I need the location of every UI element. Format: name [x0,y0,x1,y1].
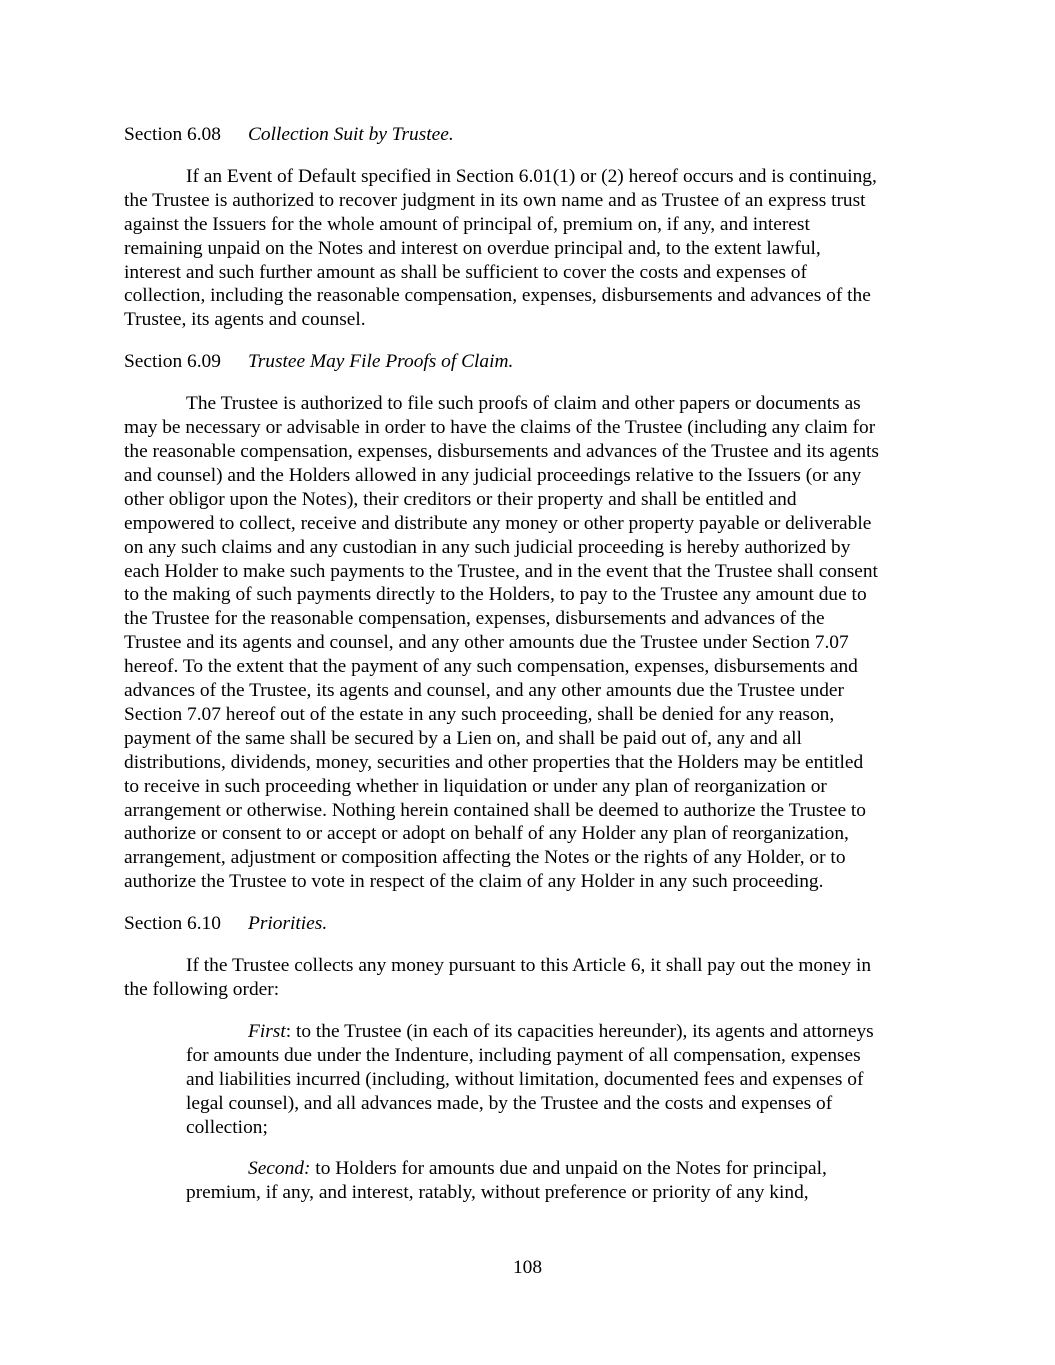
text-line [186,1020,934,1044]
text-line: If an Event of Default specified in Section 6.01(1) or (2) hereof occurs and is continuing, [186,165,877,187]
section-title: Collection Suit by Trustee. [248,124,454,145]
text-line: and counsel) and the Holders allowed in any judicial proceedings relative to the Issuers (or any [124,464,862,486]
text-line: hereof. To the extent that the payment of any such compensation, expenses, disbursements and [124,656,858,678]
section-title: Trustee May File Proofs of Claim. [248,351,514,373]
section-body [124,954,934,1002]
text-line: payment of the same shall be secured by a Lien on, and shall be paid out of, any and all [124,727,802,749]
priority-lead: Second: [248,1158,311,1180]
text-line: for amounts due under the Indenture, including payment of all compensation, expenses [186,1044,861,1066]
priority-item-first [186,1020,934,1140]
section-number: Section 6.09 [124,351,221,373]
text-line: legal counsel), and all advances made, by the Trustee and the costs and expenses of [186,1092,833,1114]
text-line: Trustee, its agents and counsel. [124,309,366,331]
text-line: advances of the Trustee, its agents and counsel, and any other amounts due the Trustee under [124,680,844,702]
text-line: interest and such further amount as shall be sufficient to cover the costs and expenses of [124,261,807,283]
section-number: Section 6.10 [124,913,221,935]
text-line: authorize or consent to or accept or adopt on behalf of any Holder any plan of reorganization, [124,823,849,845]
text-line: against the Issuers for the whole amount of principal of, premium on, if any, and interest [124,213,810,235]
section-title: Priorities. [248,913,328,935]
text-line: authorize the Trustee to vote in respect of the claim of any Holder in any such proceeding. [124,871,824,893]
priority-item-second [186,1157,934,1205]
text-line: may be necessary or advisable in order to have the claims of the Trustee (including any claim for [124,417,876,439]
section-number: Section 6.08 [124,124,221,145]
text-line: arrangement, adjustment or composition affecting the Notes or the rights of any Holder, or to [124,847,846,869]
text-line [186,1157,934,1181]
text-line: empowered to collect, receive and distribute any money or other property payable or deliverable [124,512,872,534]
text-line: premium, if any, and interest, ratably, without preference or priority of any kind, [186,1182,809,1204]
section-heading [124,350,934,374]
text-line: the reasonable compensation, expenses, disbursements and advances of the Trustee and its agents [124,440,879,462]
text-line: Trustee and its agents and counsel, and any other amounts due the Trustee under Section 7.07 [124,632,849,654]
priority-text: to Holders for amounts due and unpaid on the Notes for principal, [310,1158,827,1180]
text-line: the Trustee is authorized to recover judgment in its own name and as Trustee of an express trust [124,189,866,211]
text-line: distributions, dividends, money, securities and other properties that the Holders may be entitled [124,751,864,773]
text-line: each Holder to make such payments to the Trustee, and in the event that the Trustee shall consent [124,560,878,582]
section-body [124,392,934,894]
text-line: Section 7.07 hereof out of the estate in any such proceeding, shall be denied for any reason, [124,703,835,725]
priority-text: : to the Trustee (in each of its capacities hereunder), its agents and attorneys [285,1020,874,1042]
priority-lead: First [248,1020,286,1042]
text-line: on any such claims and any custodian in any such judicial proceeding is hereby authorized by [124,536,851,558]
text-line: The Trustee is authorized to file such proofs of claim and other papers or documents as [186,393,861,415]
text-line: the Trustee for the reasonable compensation, expenses, disbursements and advances of the [124,608,825,630]
text-line: arrangement or otherwise. Nothing herein contained shall be deemed to authorize the Trustee to [124,799,867,821]
page-number: 108 [512,1257,543,1278]
text-line: collection; [186,1116,268,1138]
section-heading [124,123,934,147]
document-page [124,123,934,1223]
section-body [124,165,934,332]
text-line: and liabilities incurred (including, without limitation, documented fees and expenses of [186,1068,864,1090]
text-line: collection, including the reasonable compensation, expenses, disbursements and advances of the [124,285,871,307]
text-line: the following order: [124,979,280,1000]
text-line: remaining unpaid on the Notes and interest on overdue principal and, to the extent lawful, [124,237,821,259]
section-heading [124,912,934,936]
text-line: other obligor upon the Notes), their creditors or their property and shall be entitled and [124,488,797,510]
text-line: to the making of such payments directly to the Holders, to pay to the Trustee any amount due to [124,584,867,606]
text-line: to receive in such proceeding whether in liquidation or under any plan of reorganization or [124,775,827,797]
text-line: If the Trustee collects any money pursuant to this Article 6, it shall pay out the money in [186,955,872,977]
